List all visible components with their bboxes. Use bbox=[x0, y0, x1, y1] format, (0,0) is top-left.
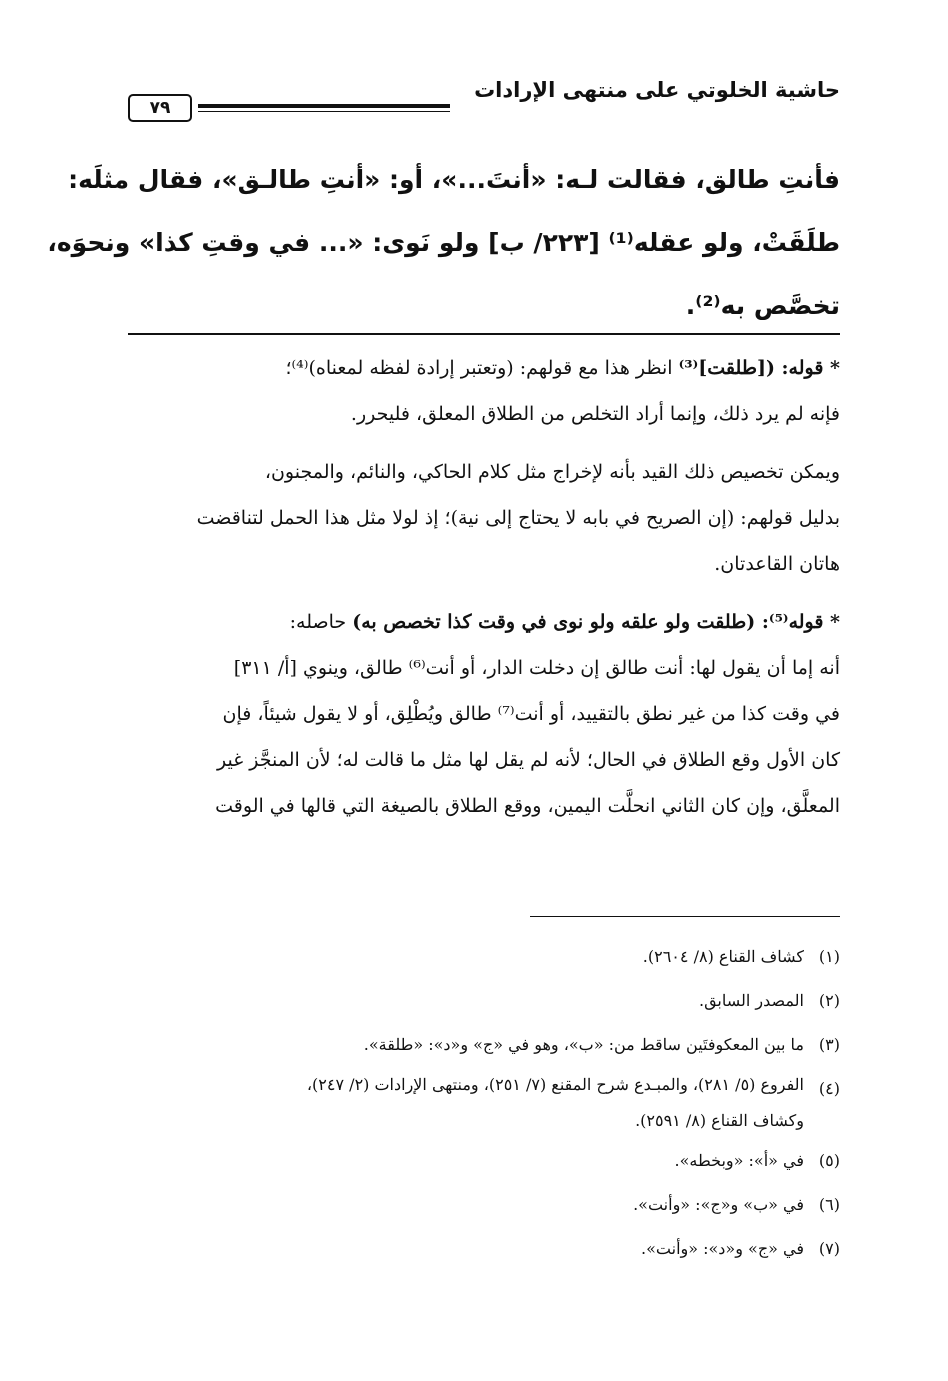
commentary-line: أنه إما أن يقول لها: أنت طالق إن دخلت الدار، أو أنت⁽⁶⁾ طالق، وينوي [أ/ ٣١١] bbox=[233, 657, 840, 679]
paragraph-gap bbox=[128, 587, 840, 599]
footnote-item bbox=[128, 935, 840, 979]
commentary-paragraph-2 bbox=[128, 449, 840, 587]
footnote-text: في «ب» و«ج»: «وأنت». bbox=[633, 1195, 804, 1214]
matn-separator-rule bbox=[128, 333, 840, 335]
footnote-item bbox=[128, 979, 840, 1023]
footnote-item bbox=[128, 1067, 840, 1139]
footnote-number: (٦) bbox=[818, 1195, 840, 1214]
commentary-line bbox=[128, 599, 840, 645]
commentary-line: ويمكن تخصيص ذلك القيد بأنه لإخراج مثل كلام الحاكي، والنائم، والمجنون، bbox=[264, 461, 840, 483]
footnote-number: (٥) bbox=[818, 1151, 840, 1170]
footnote-text-line: الفروع (٥/ ٢٨١)، والمبـدع شرح المقنع (٧/ ٢٥١)، ومنتهى الإرادات (٢/ ٢٤٧)، bbox=[306, 1075, 804, 1094]
commentary-line: في وقت كذا من غير نطق بالتقييد، أو أنت⁽⁷⁾ طالق ويُطْلِق، أو لا يقول شيئاً، فإن bbox=[222, 703, 840, 725]
footnote-item bbox=[128, 1023, 840, 1067]
footnote-text: المصدر السابق. bbox=[698, 991, 804, 1010]
commentary-text-run: حاصله: bbox=[289, 611, 353, 633]
footnote-number: (٣) bbox=[818, 1035, 840, 1054]
footnote-item bbox=[128, 1139, 840, 1183]
commentary-paragraph-1 bbox=[128, 345, 840, 437]
footnote-text-line: وكشاف القناع (٨/ ٢٥٩١). bbox=[635, 1111, 804, 1130]
commentary-line: بدليل قولهم: (إن الصريح في بابه لا يحتاج إلى نية)؛ إذ لولا مثل هذا الحمل لتناقضت bbox=[196, 507, 840, 529]
commentary-lead: * قوله: ([طلقت]⁽³⁾ bbox=[678, 357, 840, 379]
commentary-text bbox=[128, 345, 840, 829]
commentary-line: هاتان القاعدتان. bbox=[714, 553, 840, 575]
header-rule-thin bbox=[198, 111, 450, 112]
page-header bbox=[128, 76, 840, 124]
paragraph-gap bbox=[128, 437, 840, 449]
footnote-number: (٧) bbox=[818, 1239, 840, 1258]
header-rule-thick bbox=[198, 104, 450, 108]
matn-line-1: فأنتِ طالق، فقالت لـه: «أنتَ...»، أو: «أنتِ طالـق»، فقال مثلَه: bbox=[68, 165, 840, 194]
footnote-text bbox=[128, 1067, 804, 1139]
footnote-item bbox=[128, 1227, 840, 1271]
commentary-line bbox=[128, 345, 840, 391]
commentary-line: المعلَّق، وإن كان الثاني انحلَّت اليمين، ووقع الطلاق بالصيغة التي قالها في الوقت bbox=[215, 795, 840, 817]
commentary-paragraph-3 bbox=[128, 599, 840, 829]
page-number-box: ٧٩ bbox=[128, 94, 192, 122]
footnote-text: في «ج» و«د»: «وأنت». bbox=[641, 1239, 804, 1258]
running-title: حاشية الخلوتي على منتهى الإرادات bbox=[474, 78, 840, 102]
commentary-lead: * قوله⁽⁵⁾: (طلقت ولو علقه ولو نوى في وقت كذا تخصص به) bbox=[352, 611, 840, 633]
commentary-text-run: انظر هذا مع قولهم: (وتعتبر إرادة لفظه لمعناه)⁽⁴⁾؛ bbox=[285, 357, 679, 379]
footnote-text: كشاف القناع (٨/ ٢٦٠٤). bbox=[642, 947, 804, 966]
footnote-number: (١) bbox=[818, 947, 840, 966]
matn-line-3: تخصَّص به⁽²⁾. bbox=[685, 291, 840, 320]
footnote-number: (٢) bbox=[818, 991, 840, 1010]
footnote-item bbox=[128, 1183, 840, 1227]
footnotes bbox=[128, 935, 840, 1271]
commentary-line: كان الأول وقع الطلاق في الحال؛ لأنه لم يقل لها مثل ما قالت له؛ لأن المنجَّز غير bbox=[217, 749, 840, 771]
footnote-text: ما بين المعكوفتَين ساقط من: «ب»، وهو في «ج» و«د»: «طلقة». bbox=[363, 1035, 804, 1054]
commentary-line: فإنه لم يرد ذلك، وإنما أراد التخلص من الطلاق المعلق، فليحرر. bbox=[350, 403, 840, 425]
footnote-number: (٤) bbox=[818, 1079, 840, 1098]
footnote-separator-rule bbox=[530, 916, 840, 917]
footnote-text: في «أ»: «وبخطه». bbox=[674, 1151, 804, 1170]
matn-line-2: طلَقَتْ، ولو عقله⁽¹⁾ [٢٢٣/ ب] ولو نَوى: «... في وقتِ كذا» ونحوَه، bbox=[47, 228, 840, 257]
matn-text bbox=[47, 148, 840, 337]
